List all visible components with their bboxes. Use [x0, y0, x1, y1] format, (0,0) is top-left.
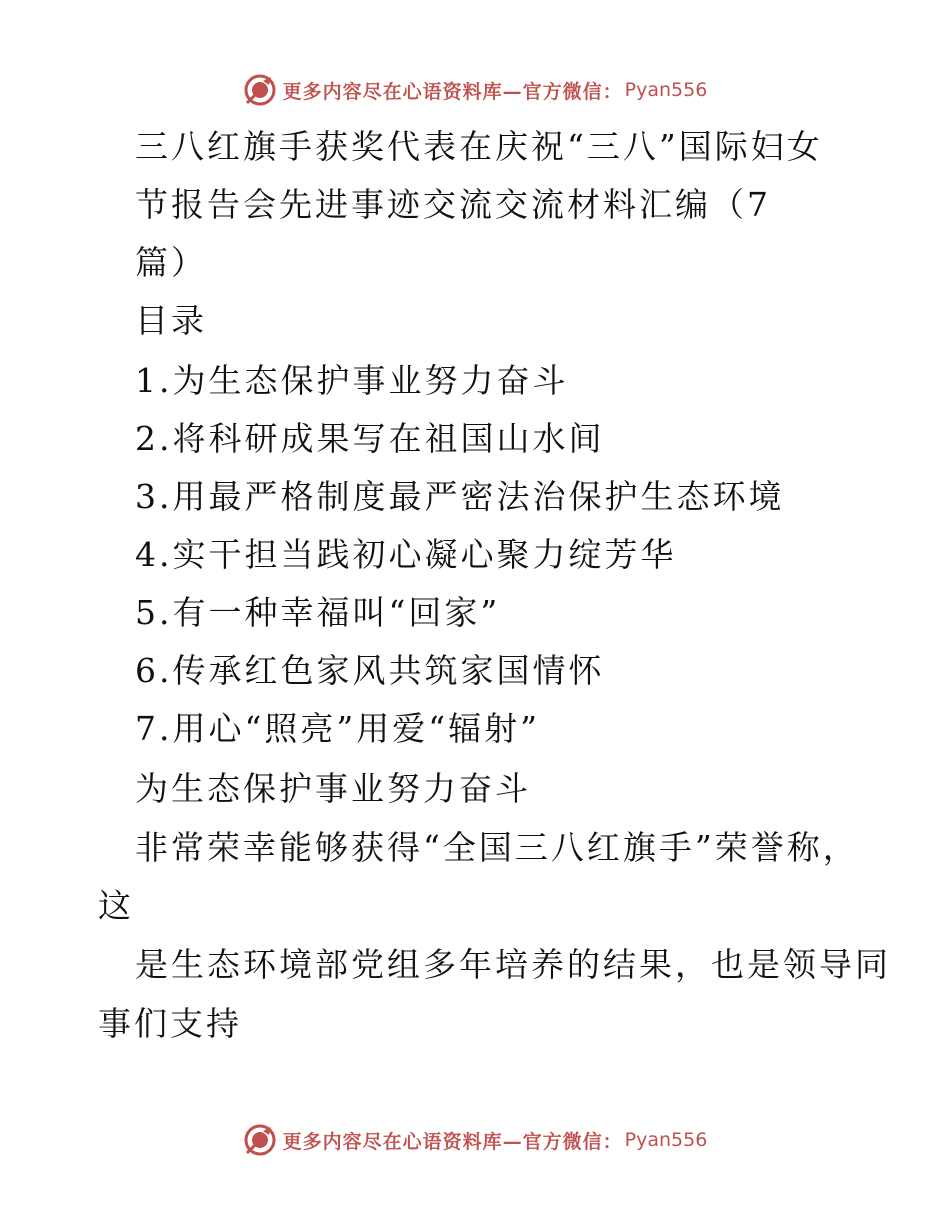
- toc-item: 3.用最严格制度最严密法治保护生态环境: [135, 477, 785, 516]
- toc-item: 7.用心“照亮”用爱“辐射”: [135, 709, 540, 748]
- document-title-line-3: 篇）: [135, 243, 207, 282]
- watermark-contact: Pyan556: [624, 1129, 708, 1151]
- body-paragraph-line: 这: [98, 886, 134, 925]
- document-title-line-1: 三八红旗手获奖代表在庆祝“三八”国际妇女: [135, 127, 823, 166]
- toc-item: 4.实干担当践初心凝心聚力绽芳华: [135, 535, 677, 574]
- pen-seal-logo-icon: [243, 1123, 277, 1157]
- toc-item: 1.为生态保护事业努力奋斗: [135, 361, 569, 400]
- watermark-banner-bottom: [0, 1120, 950, 1160]
- toc-item: 6.传承红色家风共筑家国情怀: [135, 651, 605, 690]
- section-title: 为生态保护事业努力奋斗: [135, 769, 531, 808]
- body-paragraph-line: 事们支持: [98, 1004, 242, 1043]
- document-title-line-2: 节报告会先进事迹交流交流材料汇编（7: [135, 185, 771, 224]
- pen-seal-logo-icon: [243, 73, 277, 107]
- watermark-text: 更多内容尽在心语资料库—官方微信：: [282, 80, 623, 103]
- toc-item: 2.将科研成果写在祖国山水间: [135, 419, 605, 458]
- body-paragraph-line: 非常荣幸能够获得“全国三八红旗手”荣誉称，: [135, 828, 859, 867]
- toc-item: 5.有一种幸福叫“回家”: [135, 593, 501, 632]
- watermark-text: 更多内容尽在心语资料库—官方微信：: [282, 1130, 623, 1153]
- watermark-contact: Pyan556: [624, 79, 708, 101]
- toc-heading: 目录: [135, 301, 207, 340]
- body-paragraph-line: 是生态环境部党组多年培养的结果，也是领导同: [135, 945, 891, 984]
- watermark-banner-top: [0, 70, 950, 110]
